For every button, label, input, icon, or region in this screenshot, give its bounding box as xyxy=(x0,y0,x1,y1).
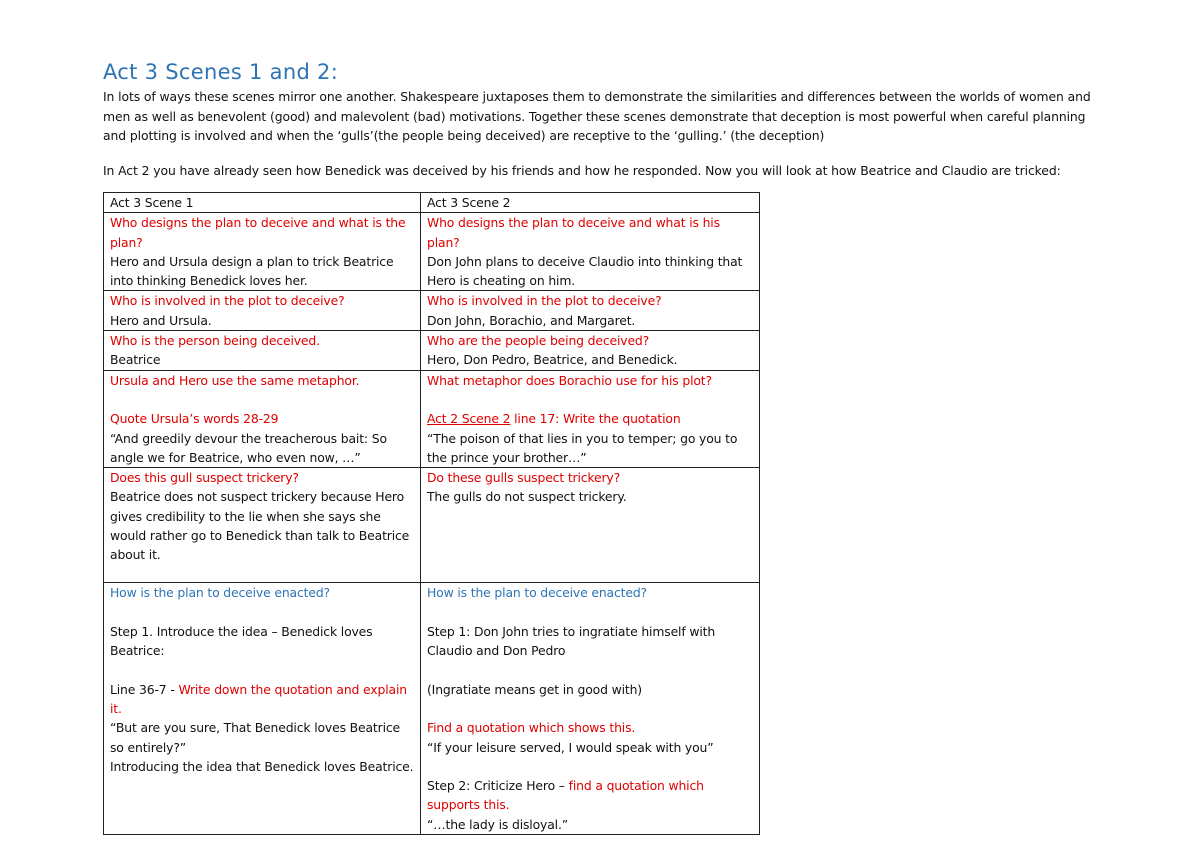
table-row xyxy=(104,291,760,331)
table-cell xyxy=(421,331,760,371)
question-text: Who is involved in the plot to deceive? xyxy=(427,293,662,309)
question-text: Does this gull suspect trickery? xyxy=(110,470,299,486)
quotation-text: “The poison of that lies in you to temper; go you to the prince your brother…” xyxy=(427,430,738,465)
question-text: What metaphor does Borachio use for his plot? xyxy=(427,372,712,388)
answer-text: Beatrice xyxy=(110,352,161,368)
question-text: Who designs the plan to deceive and what is his plan? xyxy=(427,215,720,250)
question-text: Who is involved in the plot to deceive? xyxy=(110,293,345,309)
answer-text: Hero and Ursula design a plan to trick Beatrice into thinking Benedick loves her. xyxy=(110,253,394,289)
question-text: How is the plan to deceive enacted? xyxy=(110,585,330,601)
table-cell xyxy=(421,370,760,467)
quotation-text: “And greedily devour the treacherous bait: So angle we for Beatrice, who even now, …” xyxy=(110,430,387,465)
instruction-text: line 17: Write the quotation xyxy=(510,411,681,427)
lead-paragraph: In Act 2 you have already seen how Benedick was deceived by his friends and how he responded. Now you will look at how Beatrice and Claudio are tricked: xyxy=(103,163,1061,178)
table-cell xyxy=(421,213,760,291)
answer-text: The gulls do not suspect trickery. xyxy=(427,489,627,505)
answer-text: Beatrice does not suspect trickery because Hero gives credibility to the lie when she says she would rather go to Benedick than talk to Beatrice about it. xyxy=(110,489,410,563)
table-cell xyxy=(104,583,421,835)
quotation-text: “If your leisure served, I would speak with you” xyxy=(427,739,714,755)
table-cell xyxy=(104,213,421,291)
note-text: (Ingratiate means get in good with) xyxy=(427,681,642,697)
table-cell xyxy=(104,291,421,331)
instruction-text: Quote Ursula’s words 28-29 xyxy=(110,411,279,427)
table-cell xyxy=(104,468,421,583)
answer-text: Hero and Ursula. xyxy=(110,312,212,328)
table-row xyxy=(104,468,760,583)
step-text: Step 2: Criticize Hero – xyxy=(427,778,569,794)
table-row xyxy=(104,213,760,291)
line-reference: Line 36-7 - xyxy=(110,681,179,697)
table-cell xyxy=(421,583,760,835)
table-cell xyxy=(421,468,760,583)
quotation-text: “…the lady is disloyal.” xyxy=(427,816,569,832)
question-text: How is the plan to deceive enacted? xyxy=(427,585,647,601)
answer-text: Hero, Don Pedro, Beatrice, and Benedick. xyxy=(427,352,678,368)
table-row xyxy=(104,370,760,467)
step-text: Step 1: Don John tries to ingratiate himself with Claudio and Don Pedro xyxy=(427,623,716,659)
table-cell xyxy=(104,370,421,467)
intro-paragraph: In lots of ways these scenes mirror one another. Shakespeare juxtaposes them to demonstrate the similarities and differences between the worlds of women and men as well as benevolent (good) and malevolent (bad) motivations. Together these scenes demonstrate that deception is most powerful when careful planning and plotting is involved and when the ‘gulls’(the people being deceived) are receptive to the ‘gulling.’ (the deception) xyxy=(103,89,1091,143)
table-row xyxy=(104,331,760,371)
instruction-text: Write down the quotation and explain it. xyxy=(110,681,407,716)
instruction-text: find a quotation which supports this. xyxy=(427,778,704,813)
comparison-table xyxy=(103,192,760,835)
header-scene-2: Act 3 Scene 2 xyxy=(421,193,760,213)
step-text: Step 1. Introduce the idea – Benedick loves Beatrice: xyxy=(110,623,373,659)
table-header-row xyxy=(104,193,760,213)
question-text: Who are the people being deceived? xyxy=(427,333,650,349)
scene-reference: Act 2 Scene 2 xyxy=(427,411,511,427)
question-text: Who designs the plan to deceive and what is the plan? xyxy=(110,215,406,250)
table-row xyxy=(104,583,760,835)
instruction-text: Find a quotation which shows this. xyxy=(427,720,636,736)
question-text: Who is the person being deceived. xyxy=(110,333,320,349)
header-scene-1: Act 3 Scene 1 xyxy=(104,193,421,213)
table-cell xyxy=(421,291,760,331)
page-title: Act 3 Scenes 1 and 2: xyxy=(103,60,339,84)
quotation-text: “But are you sure, That Benedick loves Beatrice so entirely?” xyxy=(110,720,401,755)
table-cell xyxy=(104,331,421,371)
answer-text: Don John plans to deceive Claudio into thinking that Hero is cheating on him. xyxy=(427,253,743,289)
question-text: Ursula and Hero use the same metaphor. xyxy=(110,372,360,388)
answer-text: Don John, Borachio, and Margaret. xyxy=(427,312,636,328)
explanation-text: Introducing the idea that Benedick loves Beatrice. xyxy=(110,758,414,774)
question-text: Do these gulls suspect trickery? xyxy=(427,470,621,486)
